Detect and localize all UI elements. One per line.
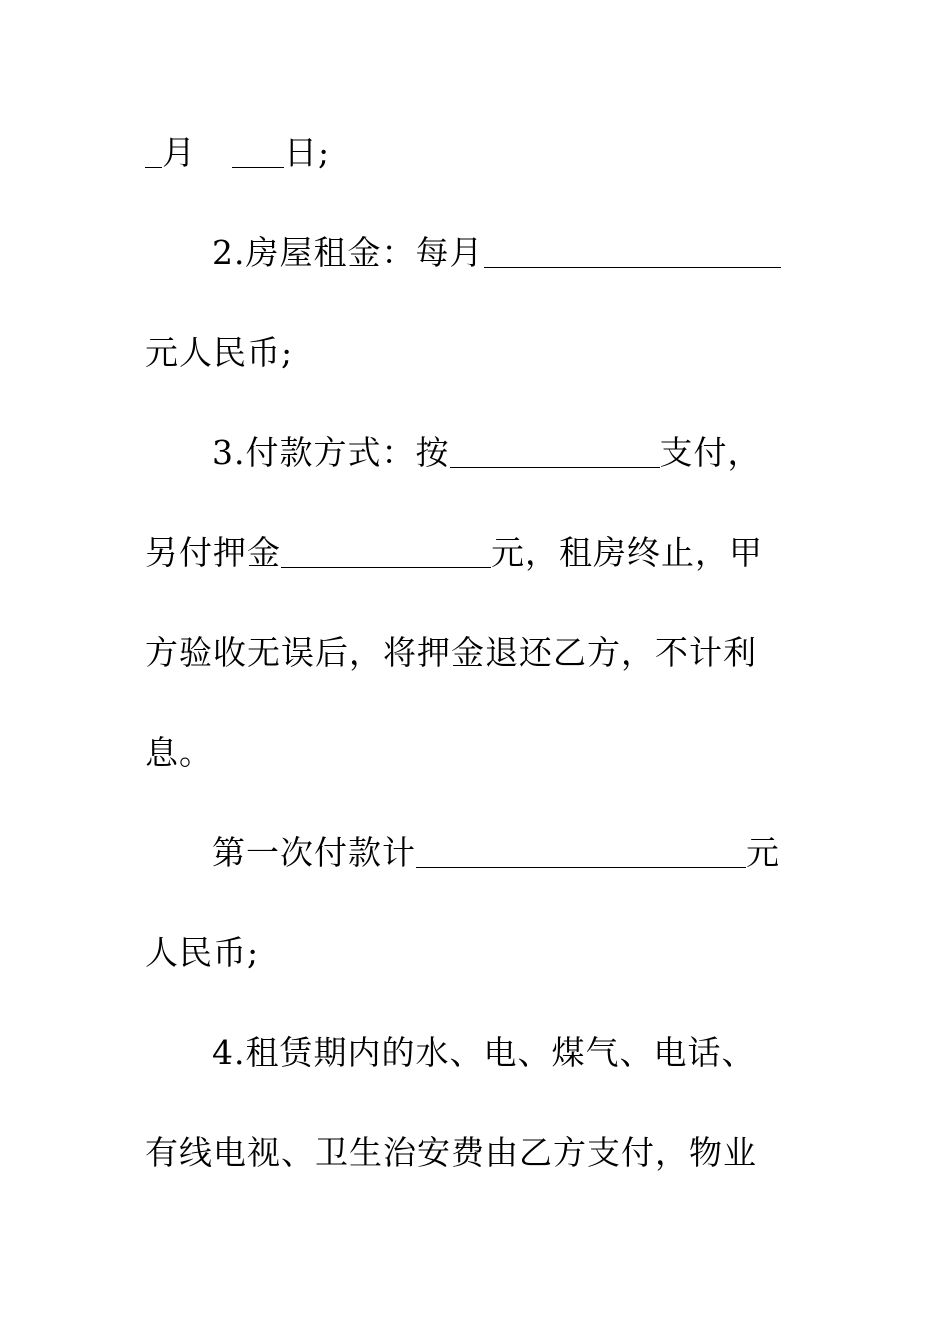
payment-method-label: 3.付款方式：按 bbox=[212, 433, 450, 472]
first-payment-blank bbox=[416, 837, 746, 868]
deposit-refund-line bbox=[145, 633, 757, 673]
deposit-label: 另付押金 bbox=[145, 533, 281, 572]
month-blank bbox=[145, 137, 162, 168]
fees-text: 有线电视、卫生治安费由乙方支付，物业 bbox=[145, 1133, 757, 1172]
rent-currency-text: 元人民币; bbox=[145, 333, 294, 372]
first-payment-suffix: 元 bbox=[746, 833, 780, 872]
fees-line bbox=[145, 1133, 757, 1173]
first-payment-currency-line bbox=[145, 933, 259, 973]
day-suffix: 日; bbox=[284, 133, 331, 172]
utilities-line bbox=[212, 1033, 756, 1073]
interest-text: 息。 bbox=[145, 733, 213, 772]
month-suffix: 月 bbox=[162, 133, 196, 172]
first-payment-label: 第一次付款计 bbox=[212, 833, 416, 872]
deposit-refund-text: 方验收无误后，将押金退还乙方，不计利 bbox=[145, 633, 757, 672]
payment-method-suffix: 支付， bbox=[659, 433, 762, 472]
deposit-suffix: 元，租房终止，甲 bbox=[491, 533, 763, 572]
rent-currency-line bbox=[145, 333, 293, 373]
lease-term-end-line bbox=[145, 133, 330, 173]
rent-line bbox=[212, 233, 781, 273]
first-payment-line bbox=[212, 833, 780, 873]
first-payment-currency-text: 人民币; bbox=[145, 933, 260, 972]
rent-label: 2.房屋租金：每月 bbox=[212, 233, 484, 272]
rent-amount-blank bbox=[484, 237, 781, 268]
deposit-line bbox=[145, 533, 763, 573]
utilities-text: 4.租赁期内的水、电、煤气、电话、 bbox=[212, 1033, 756, 1072]
deposit-amount-blank bbox=[281, 537, 491, 568]
interest-line bbox=[145, 733, 213, 773]
day-blank bbox=[232, 137, 284, 168]
payment-method-line bbox=[212, 433, 762, 473]
payment-method-blank bbox=[450, 437, 660, 468]
